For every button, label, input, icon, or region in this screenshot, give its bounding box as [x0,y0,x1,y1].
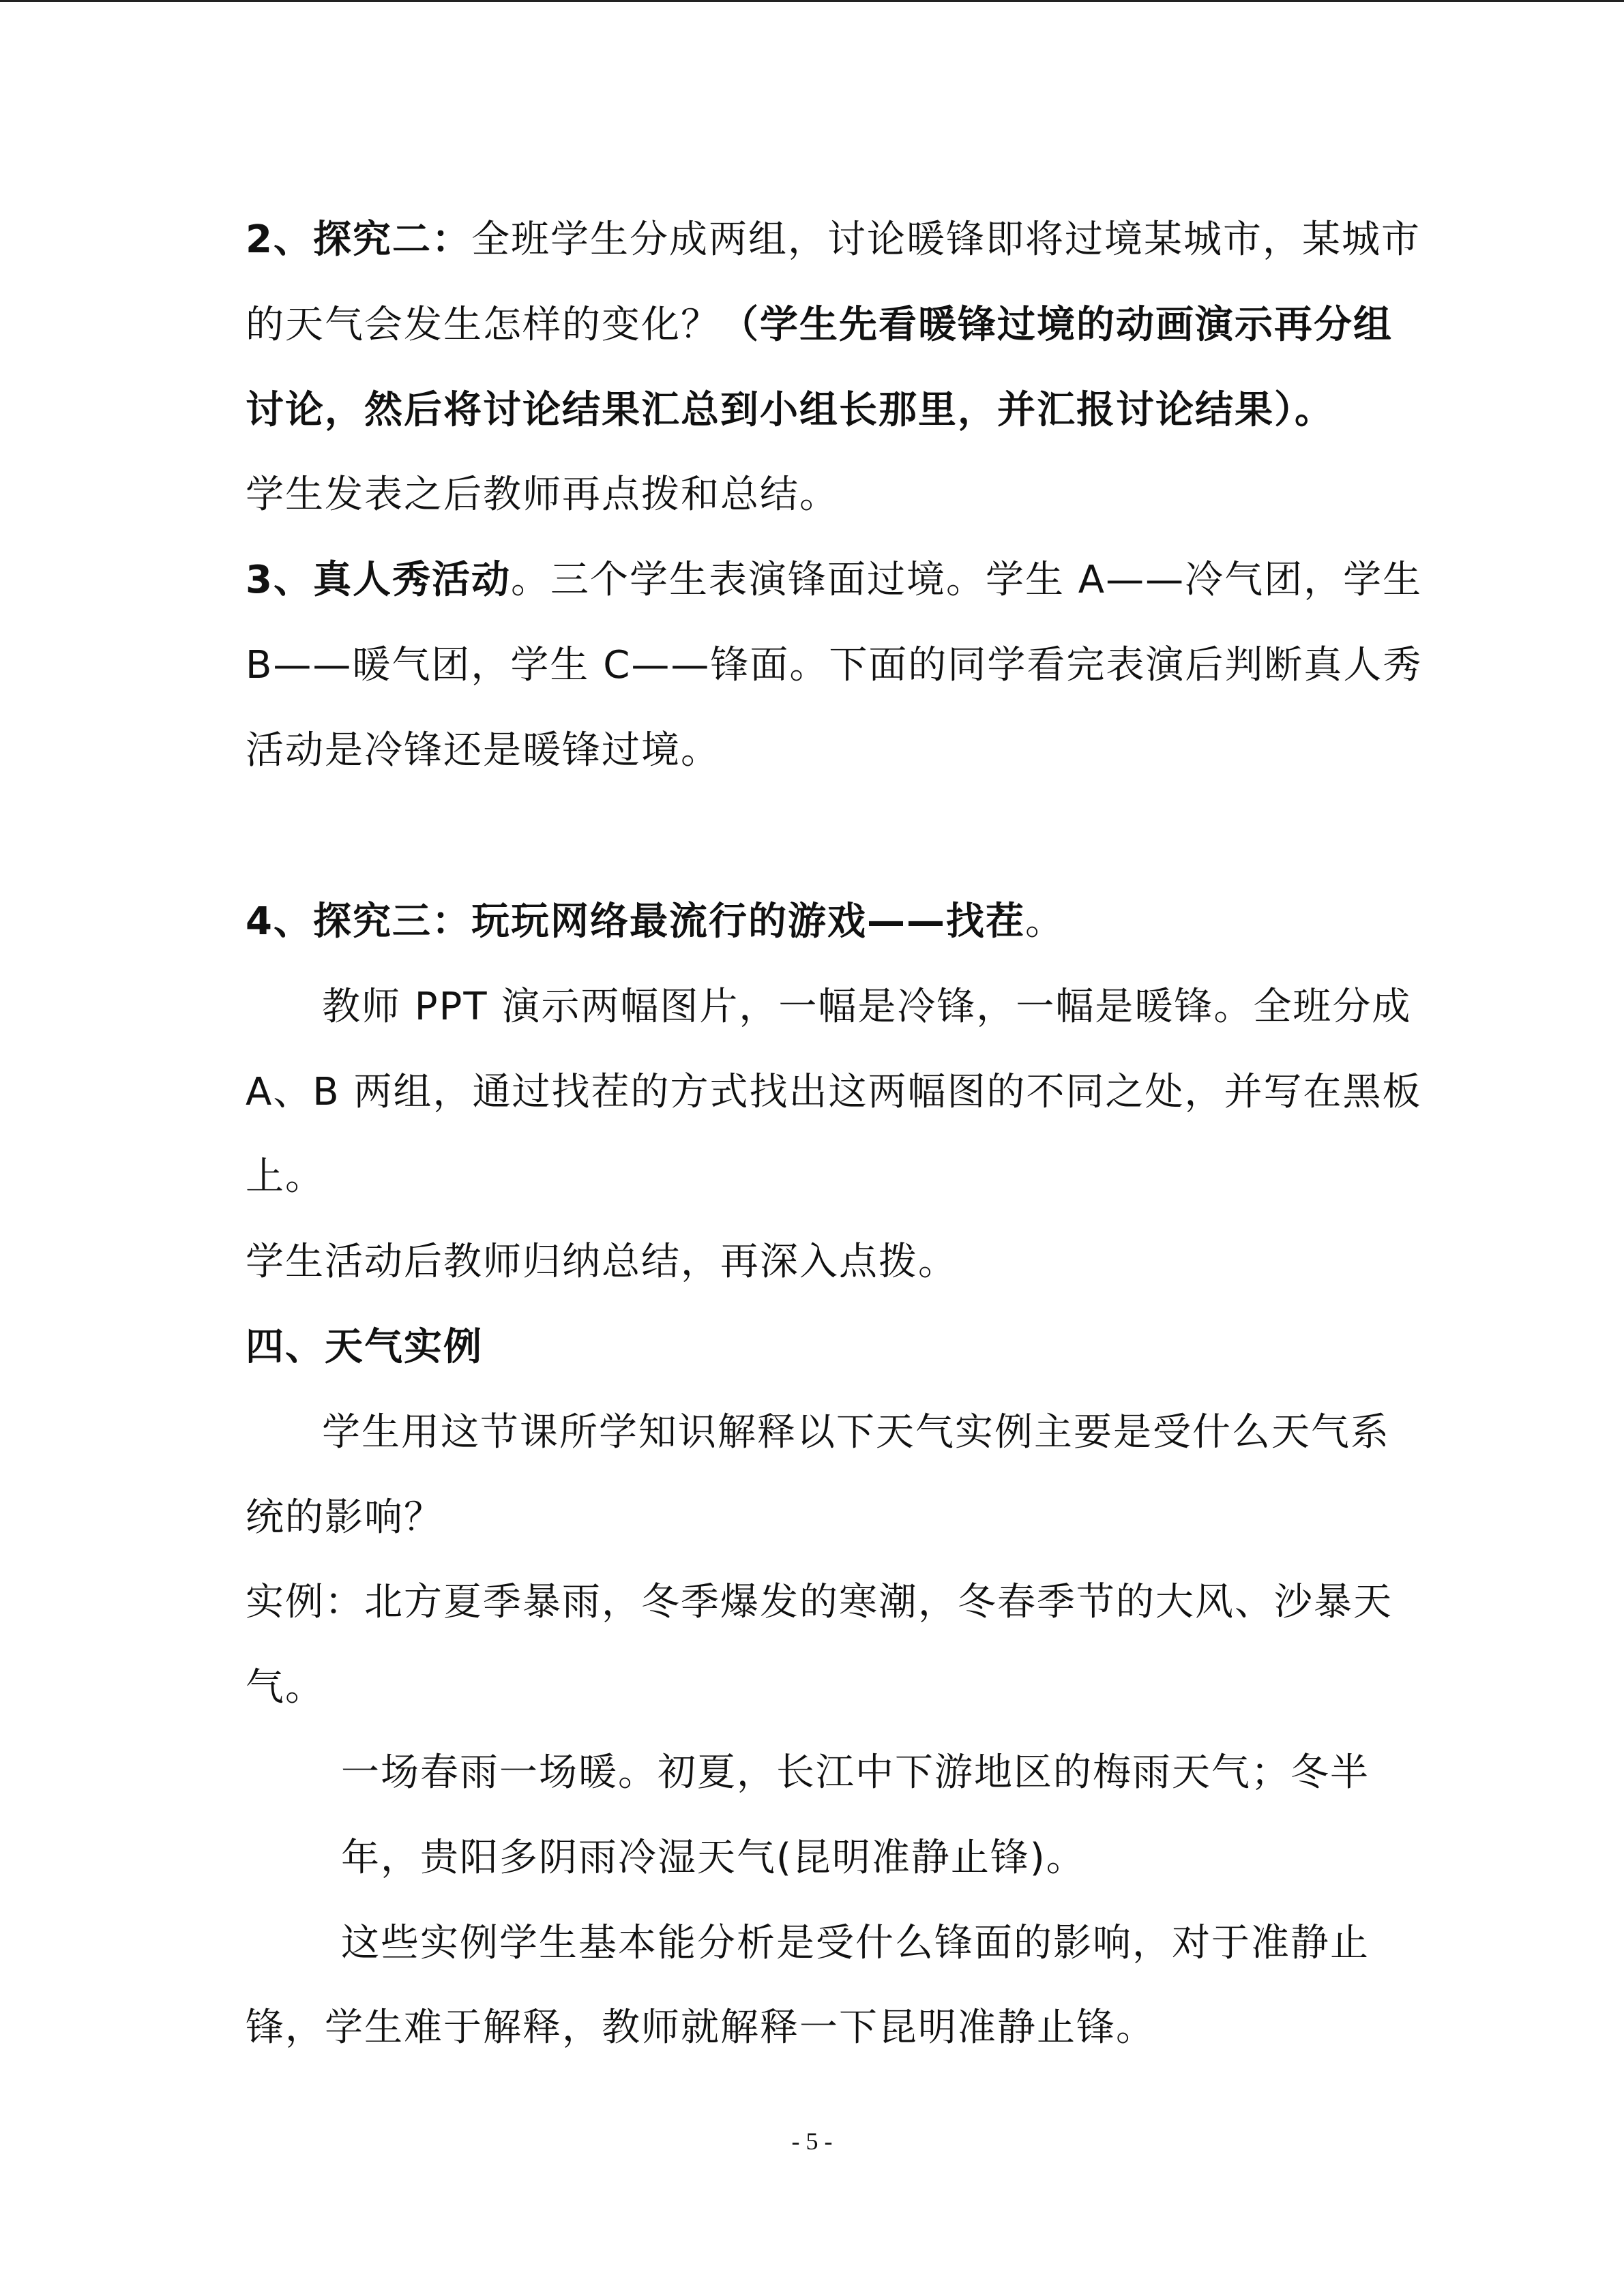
s2-line-4: 学生发表之后教师再点拨和总结。 [246,473,839,517]
s2-number: 2、 [246,218,313,262]
s4-line-2: A、B 两组，通过找茬的方式找出这两幅图的不同之处，并写在黑板 [246,1070,1422,1114]
s2-title: 探究二： [312,218,471,262]
s5-line-4: 气。 [246,1665,325,1710]
s5-line-7: 这些实例学生基本能分析是受什么锋面的影响，对于准静止 [341,1921,1370,1965]
s5-heading: 四、天气实例 [246,1325,483,1369]
s4-line-4: 学生活动后教师归纳总结，再深入点拨。 [246,1240,958,1284]
s3-number: 3、 [246,558,313,602]
s5-line-8: 锋，学生难于解释，教师就解释一下昆明准静止锋。 [246,2006,1155,2050]
s4-heading-end: 。 [1024,899,1065,944]
s3-line-1 [246,556,1422,605]
s2-line-3: 讨论，然后将讨论结果汇总到小组长那里，并汇报讨论结果）。 [246,388,1334,432]
s5-line-6: 年，贵阳多阴雨冷湿天气(昆明准静止锋)。 [341,1836,1086,1880]
s2-line2-text: 的天气会发生怎样的变化？ [246,303,720,347]
s4-line-3: 上。 [246,1154,325,1199]
top-border [0,0,1624,2]
s3-line1-text: 。三个学生表演锋面过境。学生 A——冷气团，学生 [510,558,1423,602]
s3-line-2: B——暖气团，学生 C——锋面。下面的同学看完表演后判断真人秀 [246,643,1423,687]
s5-line-1: 学生用这节课所学知识解释以下天气实例主要是受什么天气系 [322,1410,1390,1455]
s5-line-3: 实例：北方夏季暴雨，冬季爆发的寒潮，冬春季节的大风、沙暴天 [246,1580,1393,1624]
s5-line-5: 一场春雨一场暖。初夏，长江中下游地区的梅雨天气；冬半 [341,1750,1370,1795]
s2-line2-bold: （学生先看暖锋过境的动画演示再分组 [720,303,1393,347]
page-number: - 5 - [791,2128,833,2155]
s2-line1-text: 全班学生分成两组，讨论暖锋即将过境某城市，某城市 [471,218,1421,262]
s3-title: 真人秀活动 [312,558,511,602]
s2-line-1 [246,215,1421,265]
s4-line-1: 教师 PPT 演示两幅图片，一幅是冷锋，一幅是暖锋。全班分成 [322,985,1412,1029]
s4-heading-text: 4、探究三：玩玩网络最流行的游戏——找茬 [246,899,1025,944]
s2-line-2 [246,301,1393,350]
s4-heading [246,897,1065,946]
s5-line-2: 统的影响？ [246,1495,443,1540]
s3-line-3: 活动是冷锋还是暖锋过境。 [246,728,720,773]
